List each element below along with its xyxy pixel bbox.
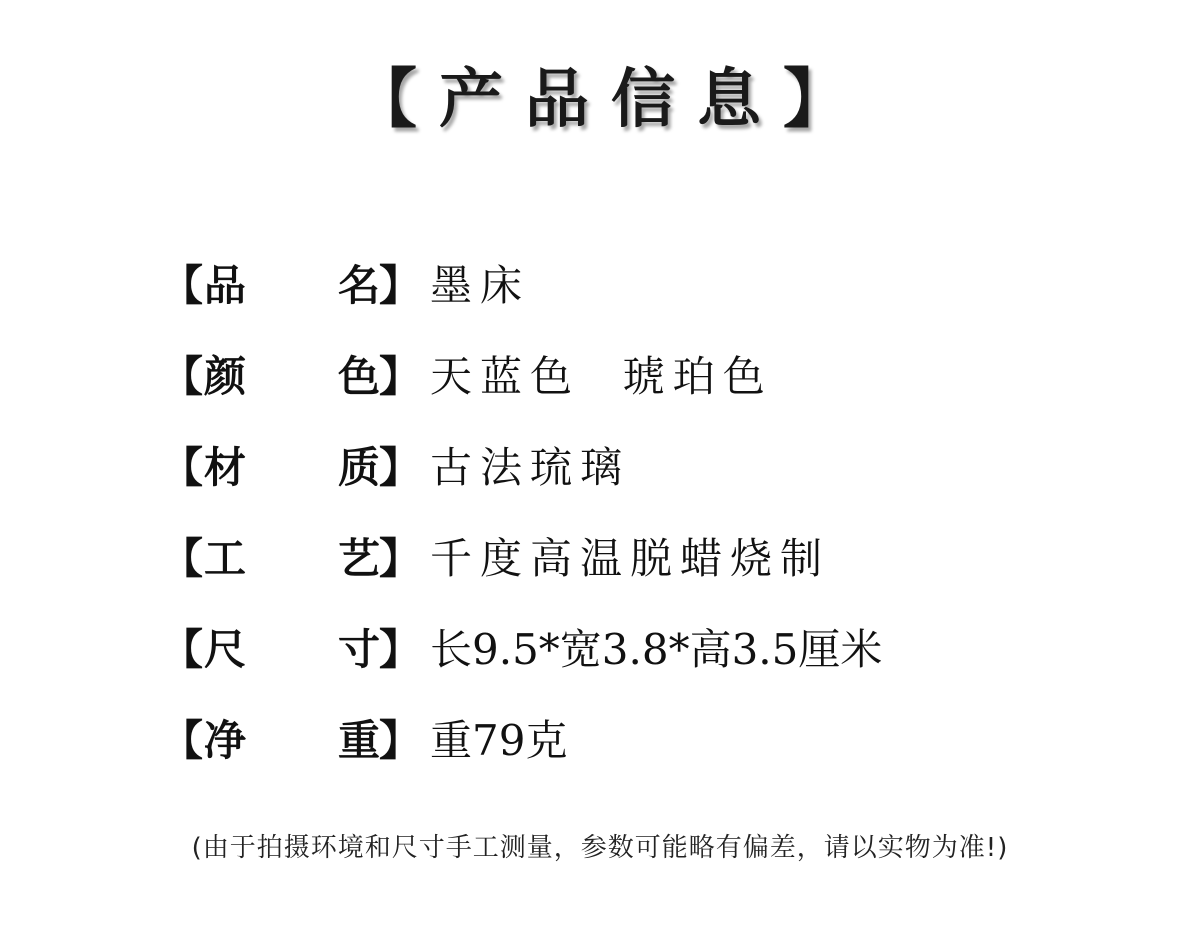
title-container (0, 58, 1200, 142)
info-value: 重79克 (430, 715, 568, 765)
disclaimer-note: (由于拍摄环境和尺寸手工测量，参数可能略有偏差，请以实物为准!) (191, 833, 1009, 863)
close-bracket: 】 (378, 351, 421, 401)
page-title: 【产品信息】 (353, 62, 869, 137)
info-row-color (160, 331, 1060, 422)
label-char-2: 名 (338, 260, 381, 310)
label-char-1: 净 (204, 715, 247, 765)
close-bracket: 】 (378, 624, 421, 674)
info-value: 长9.5*宽3.8*高3.5厘米 (430, 624, 883, 674)
label-char-1: 材 (204, 442, 247, 492)
open-bracket: 【 (160, 351, 203, 401)
info-value: 千度高温脱蜡烧制 (430, 533, 831, 583)
label-char-1: 颜 (204, 351, 247, 401)
open-bracket: 【 (160, 715, 203, 765)
label-char-1: 工 (204, 533, 247, 583)
open-bracket: 【 (160, 533, 203, 583)
info-row-size (160, 604, 1060, 695)
label-char-2: 重 (338, 715, 381, 765)
open-bracket: 【 (160, 624, 203, 674)
info-row-material (160, 422, 1060, 513)
close-bracket: 】 (378, 715, 421, 765)
label-char-1: 品 (204, 260, 247, 310)
close-bracket: 】 (378, 442, 421, 492)
label-char-2: 艺 (338, 533, 381, 583)
label-char-2: 质 (338, 442, 381, 492)
close-bracket: 】 (378, 260, 421, 310)
product-info-list (160, 240, 1060, 786)
info-row-weight (160, 695, 1060, 786)
open-bracket: 【 (160, 442, 203, 492)
open-bracket: 【 (160, 260, 203, 310)
info-row-name (160, 240, 1060, 331)
info-value: 古法琉璃 (430, 442, 631, 492)
info-value: 天蓝色 琥珀色 (430, 351, 773, 401)
close-bracket: 】 (378, 533, 421, 583)
label-char-1: 尺 (204, 624, 247, 674)
label-char-2: 寸 (338, 624, 381, 674)
info-row-craft (160, 513, 1060, 604)
info-value: 墨床 (430, 260, 531, 310)
label-char-2: 色 (338, 351, 381, 401)
